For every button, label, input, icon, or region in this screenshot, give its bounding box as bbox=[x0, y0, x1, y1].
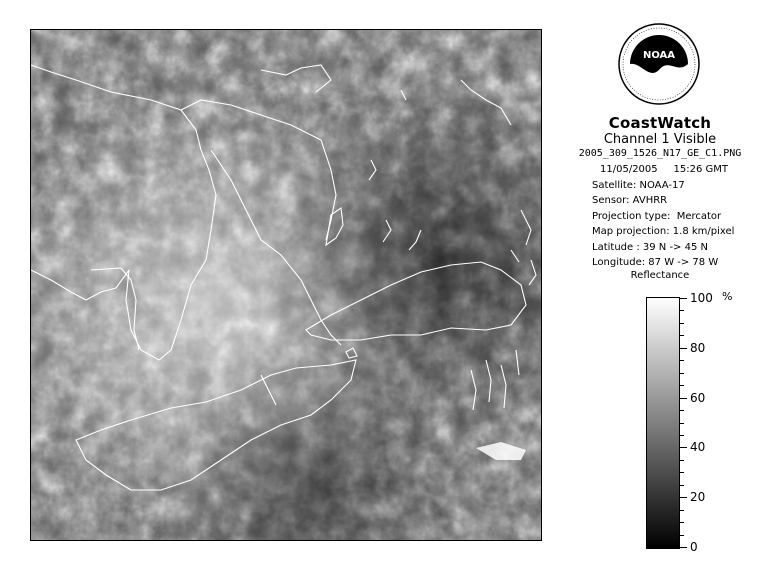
colorbar-tick-label: 100 bbox=[690, 291, 713, 305]
colorbar-minor-tick bbox=[680, 485, 684, 486]
colorbar-minor-tick bbox=[680, 522, 684, 523]
sensor-label: Sensor: AVHRR bbox=[592, 195, 668, 206]
noaa-seal-icon bbox=[617, 22, 701, 106]
colorbar-tick bbox=[680, 497, 687, 498]
date-time: 11/05/2005 15:26 GMT bbox=[600, 164, 729, 175]
map-canvas bbox=[31, 30, 541, 540]
colorbar-minor-tick bbox=[680, 373, 684, 374]
colorbar-minor-tick bbox=[680, 323, 684, 324]
colorbar-tick bbox=[680, 547, 687, 548]
svg-text:NOAA: NOAA bbox=[642, 50, 676, 61]
colorbar-minor-tick bbox=[680, 435, 684, 436]
metadata-list bbox=[592, 162, 734, 271]
colorbar-minor-tick bbox=[680, 472, 684, 473]
colorbar-tick-label: 0 bbox=[690, 540, 698, 554]
colorbar-minor-tick bbox=[680, 460, 684, 461]
colorbar-minor-tick bbox=[680, 510, 684, 511]
colorbar-minor-tick bbox=[680, 385, 684, 386]
satellite-image bbox=[30, 29, 542, 541]
colorbar-tick-label: 20 bbox=[690, 490, 706, 505]
colorbar-minor-tick bbox=[680, 410, 684, 411]
longitude-range: Longitude: 87 W -> 78 W bbox=[592, 257, 719, 268]
colorbar bbox=[646, 297, 680, 549]
satellite-label: Satellite: NOAA-17 bbox=[592, 179, 685, 191]
colorbar-tick bbox=[680, 348, 687, 349]
projection-type: Projection type: Mercator bbox=[592, 210, 722, 222]
colorbar-minor-tick bbox=[680, 360, 684, 361]
colorbar-label: Reflectance bbox=[630, 270, 690, 281]
colorbar-minor-tick bbox=[680, 335, 684, 336]
channel-label: Channel 1 Visible bbox=[603, 132, 717, 147]
colorbar-tick bbox=[680, 398, 687, 399]
latitude-range: Latitude : 39 N -> 45 N bbox=[592, 241, 708, 253]
colorbar-tick-label: 40 bbox=[690, 440, 706, 455]
product-info bbox=[555, 114, 765, 161]
colorbar-tick bbox=[680, 447, 687, 448]
colorbar-tick bbox=[680, 298, 687, 299]
colorbar-minor-tick bbox=[680, 310, 684, 311]
map-projection: Map projection: 1.8 km/pixel bbox=[592, 226, 735, 237]
colorbar-unit: % bbox=[722, 290, 733, 303]
brand-title: CoastWatch bbox=[608, 114, 712, 132]
colorbar-tick-label: 60 bbox=[690, 390, 706, 405]
colorbar-minor-tick bbox=[680, 423, 684, 424]
filename-label: 2005_309_1526_N17_GE_C1.PNG bbox=[578, 148, 742, 159]
colorbar-tick-label: 80 bbox=[690, 340, 706, 355]
colorbar-minor-tick bbox=[680, 535, 684, 536]
